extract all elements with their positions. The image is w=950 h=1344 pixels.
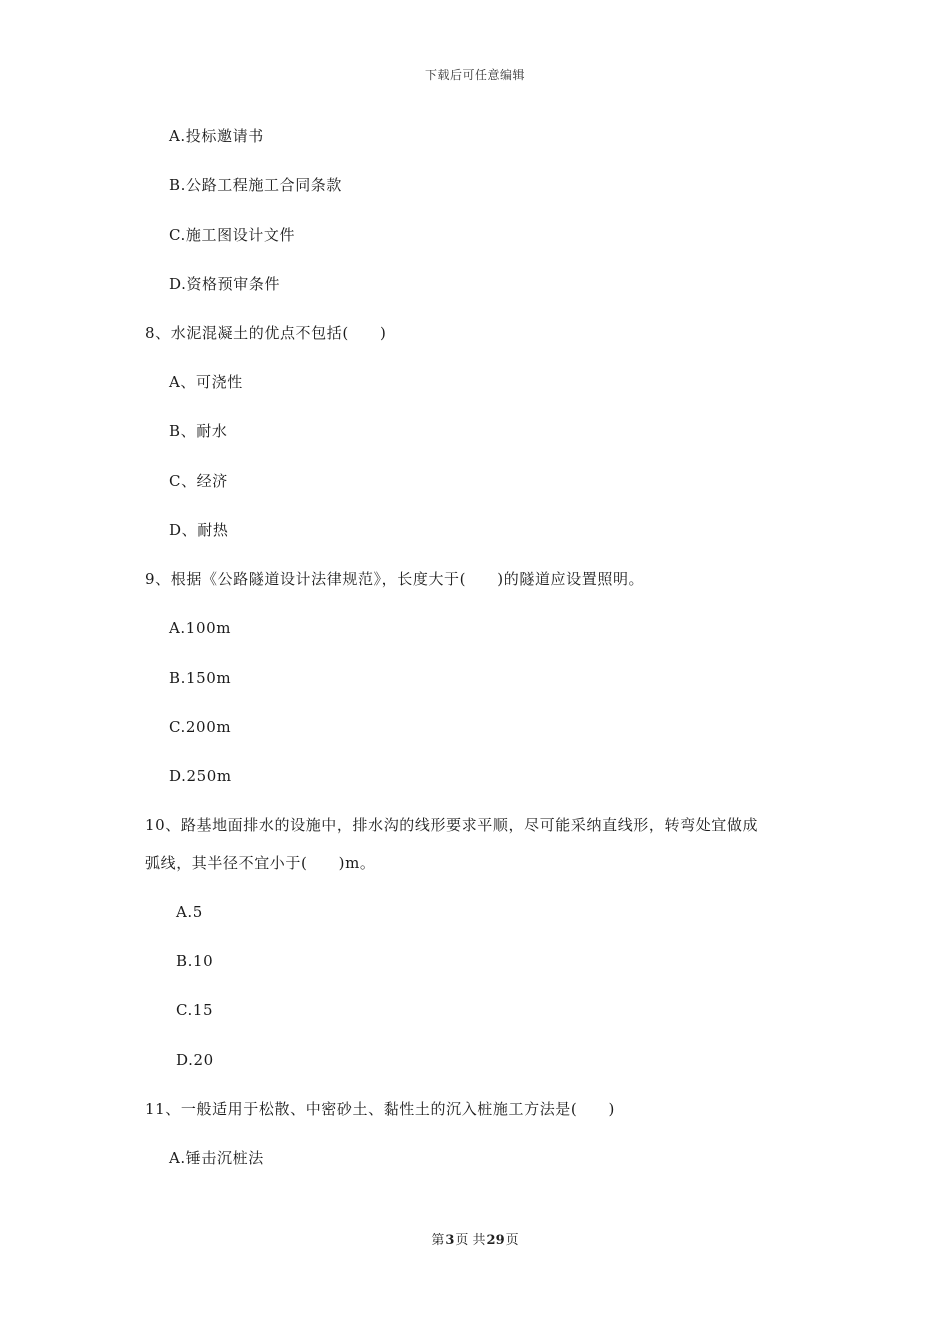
footer-prefix: 第 (431, 1233, 445, 1248)
q7-option-a: A.投标邀请书 (169, 127, 264, 145)
q10-stem-line2: 弧线，其半径不宜小于( )m。 (145, 854, 376, 872)
q10-option-d: D.20 (176, 1051, 214, 1069)
footer-page-number: 3 (445, 1233, 455, 1248)
q7-option-b: B.公路工程施工合同条款 (169, 176, 342, 194)
q9-option-a: A.100m (169, 619, 232, 637)
q11-stem: 11、一般适用于松散、中密砂土、黏性土的沉入桩施工方法是( ) (145, 1100, 615, 1118)
q9-stem: 9、根据《公路隧道设计法律规范》，长度大于( )的隧道应设置照明。 (145, 570, 645, 588)
footer-middle: 页 共 (455, 1233, 486, 1248)
page-header: 下载后可任意编辑 (424, 68, 525, 82)
q10-option-a: A.5 (176, 903, 203, 921)
q7-option-d: D.资格预审条件 (169, 275, 281, 293)
q9-option-c: C.200m (169, 718, 232, 736)
q10-stem-line1: 10、路基地面排水的设施中，排水沟的线形要求平顺，尽可能采纳直线形，转弯处宜做成 (145, 816, 759, 834)
q8-option-c: C、经济 (169, 472, 228, 490)
q10-option-c: C.15 (176, 1001, 214, 1019)
q10-option-b: B.10 (176, 952, 214, 970)
q8-option-d: D、耐热 (169, 521, 229, 539)
q8-stem: 8、水泥混凝土的优点不包括( ) (145, 324, 387, 342)
q7-option-c: C.施工图设计文件 (169, 226, 296, 244)
q8-option-a: A、可浇性 (169, 373, 243, 391)
footer-suffix: 页 (505, 1233, 519, 1248)
q9-option-d: D.250m (169, 767, 232, 785)
q8-option-b: B、耐水 (169, 422, 228, 440)
page-footer (0, 1229, 950, 1248)
q11-option-a: A.锤击沉桩法 (169, 1149, 264, 1167)
footer-total-pages: 29 (486, 1233, 505, 1248)
q9-option-b: B.150m (169, 669, 232, 687)
